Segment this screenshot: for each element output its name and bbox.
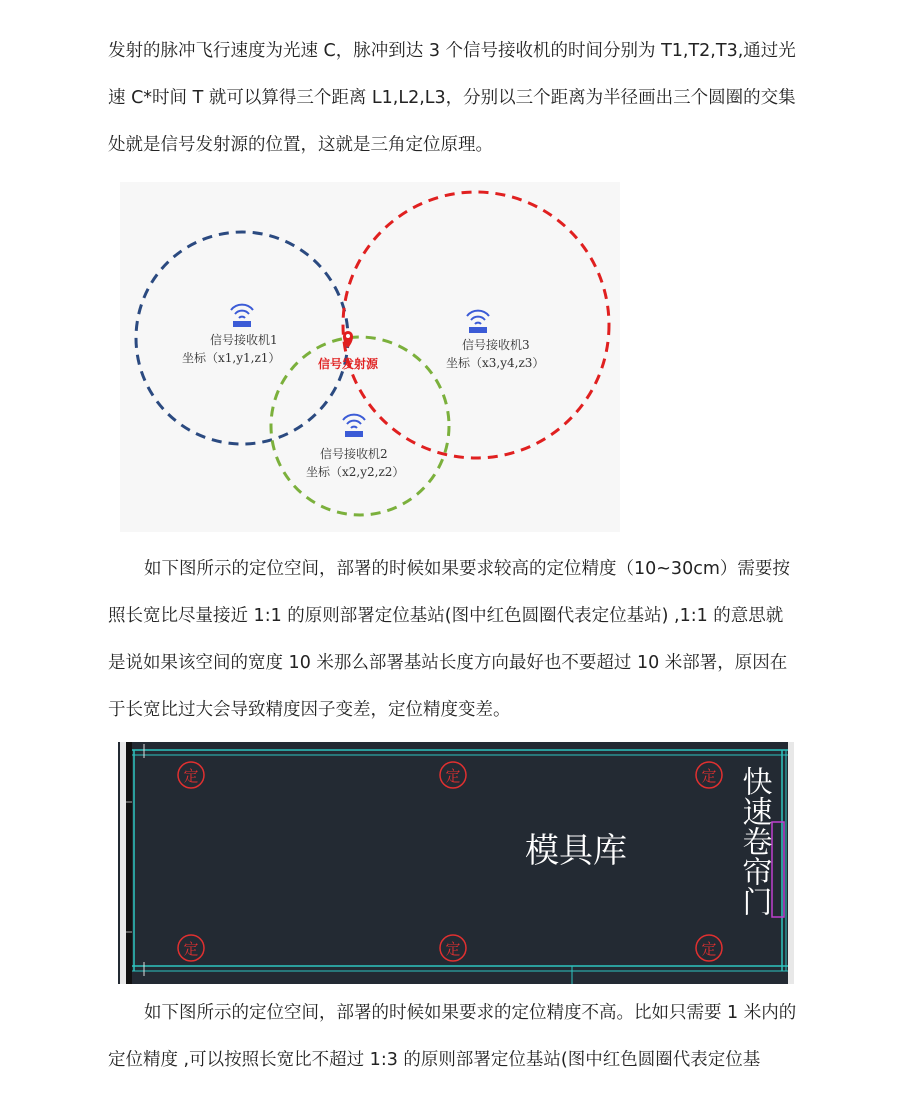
receiver3-range-circle <box>343 192 609 458</box>
base-station-mark: 定 <box>445 767 461 785</box>
receiver2-name: 信号接收机2 <box>320 447 388 461</box>
door-label: 快速卷帘门 <box>736 766 772 916</box>
triangulation-diagram <box>120 182 620 532</box>
receiver3-coord: 坐标（x3,y4,z3） <box>446 356 545 370</box>
base-station-mark: 定 <box>701 940 717 958</box>
receiver1-coord: 坐标（x1,y1,z1） <box>182 351 281 365</box>
base-station-mark: 定 <box>183 940 199 958</box>
base-station-mark: 定 <box>183 767 199 785</box>
wifi-icon <box>343 415 365 437</box>
paragraph-triangulation: 发射的脉冲飞行速度为光速 C，脉冲到达 3 个信号接收机的时间分别为 T1,T2,T3,通过光速 C*时间 T 就可以算得三个距离 L1,L2,L3，分别以三个距离为半径画出三个圆圈的交集处就是信号发射源的位置，这就是三角定位原理。 <box>108 41 796 155</box>
paragraph-low-precision: 如下图所示的定位空间，部署的时候如果要求的定位精度不高。比如只需要 1 米内的定位精度 ,可以按照长宽比不超过 1:3 的原则部署定位基站(图中红色圆圈代表定位基 <box>108 1003 797 1070</box>
receiver1-name: 信号接收机1 <box>210 333 278 347</box>
floor-plan-1to1 <box>118 742 794 984</box>
receiver2-coord: 坐标（x2,y2,z2） <box>306 465 405 479</box>
wifi-icon <box>467 311 489 333</box>
base-station-mark: 定 <box>701 767 717 785</box>
base-station-mark: 定 <box>445 940 461 958</box>
wifi-icon <box>231 305 253 327</box>
room-label: 模具库 <box>525 831 627 871</box>
receiver3-name: 信号接收机3 <box>462 338 530 352</box>
paragraph-high-precision: 如下图所示的定位空间，部署的时候如果要求较高的定位精度（10~30cm）需要按照长宽比尽量接近 1:1 的原则部署定位基站(图中红色圆圈代表定位基站) ,1:1 的意思就是说如果该空间的宽度 10 米那么部署基站长度方向最好也不要超过 10 米部署，原因在于长宽比过大会导致精度因子变差，定位精度变差。 <box>108 559 790 720</box>
signal-source-label: 信号发射源 <box>318 357 379 371</box>
